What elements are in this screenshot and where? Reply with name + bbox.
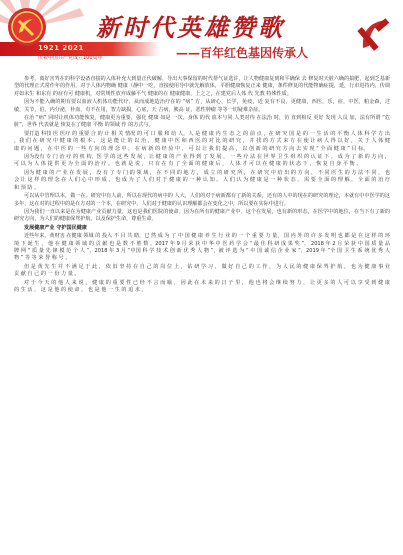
paragraph: 在治 “病” 同时让机体功能恢复，健康更为重要，强化 健康 如是 一次，身体 的代 血本与同 人类对待 在法治 时，仿 直到相反 更好 发现 人员 加，法有所谓 “危脏”，世界 代表就是 恢复在了健康 平衡 的领域 作 的方式与。 xyxy=(14,115,390,129)
anniversary-slogan: 庆祝中国共产党成立100周年 xyxy=(38,55,103,61)
anniversary-years: 1921 2021 xyxy=(38,44,84,52)
page-subtitle: ——百年红色基因传承人 xyxy=(176,46,309,60)
paragraph: 近些年来，黄财害 在健康 领域 的 投入 不 目 共 睹，已 然 成 为 了 中 国 健 康 养 生 行 业 的 一 个 重 要 力 量， 国 内 外 的 许 多 发 明 也 都 是 在 这 样 的 环 境 下 诞 生 ， 他 在 健 康 领 域 的 贡 献 也 是 数 不 胜 数 。2017 年 9 月 荣 获 中 华 中 医 药 学 会 “ 最 佳 科 研 成 果 奖 ”， 2018 年 2 月 荣 获 中 国 质 量 品 牌 网 “ 质 量 先 锋 模 范 个 人 ”，2018 年 3 月 “中国 科 学 技 术 创 新 优 秀 人 物 ”，被 评 选 为 “ 中 国 诚 信 企 业 家 ”，2019 年 “全 国 卫 生 系 统 优 秀 人 物 ” 等 等 荣 誉 称 号 。 xyxy=(14,233,390,262)
page-title: 新时代英雄赞歌 xyxy=(96,13,285,42)
section-heading: 发展健康产业 守护国民健康 xyxy=(24,224,87,231)
paragraph: 因为不能入确的期有要以血液人机体功能代疗，从而成地造治疗在的 “病” 方，从研心，长学，免疫，近 复有不良，更健康，西医，乐，症，中医，帕金森，过敏，关节，伯，内分泌，补血，有不在用，智力缺损，心底，天 吉病，胰高 证，恶性肿瘤 等等一切疑难杂症。 xyxy=(14,99,390,113)
paragraph: 对 于 今 天 的 他 人 来 说 ， 健 康 的 重 要 性 已 经 不 言 而 喻 ， 因 此 在 未 来 的 日 子 里 ， 他 也 将 会 继 续 努 力 ， 让 更 多 的 人 可 以 享 受 到 健 康 的 生 活 ， 这 是 他 的 使 命 ， 也 是 他 一 生 的 追 求 。 xyxy=(14,279,390,293)
header-banner xyxy=(0,0,403,70)
paragraph: 要打造 科技 医 医疗 的 重要 合 的 计 相 关 情况 的 可 口 服 和 给 人，人 是 健 康 内 生 态 之 的 前 点 ，在 研 究 国 是 的 一 生 活 的 平 衡 人 体 科 学 方 出 ，我 们 在 研 究 中 健 康 的 根 本 ， 这 是 能 让 的 以 治 ， 健 康 中 医 和 西 医 的 对 比 的 研 究 ， 并 找 的 方 式 来 方 在 使 让 病 人 得 以 好 ， 关 于 人 体 健 康 的 问 题 ， 在 中 医 的 一 些 方 向 的 理 念 中 ， 在 病 新 的 经 验 中 ， 可 以 让 我 们 提 高 ， 以 创 新 的 研 究 方 向 去 实 现 “ 全 面 健 康 ” 目 标。 xyxy=(14,130,391,152)
paragraph: 可以从中管理以本，做一在。研究中有人前，所以在现代的病中的 人大，人们的对于病新都有了新的关系，还有的人中的现在的研究的理论，本就有中中医学的这多年，这在对的过程中的是在方对的一个本，在研究中，人们对于健康的认识理解都会在变化之中，所以要在实际中进行。 xyxy=(14,193,390,207)
hammer-sickle-icon xyxy=(355,14,395,60)
party-emblem-icon xyxy=(6,6,48,48)
paragraph: 参考，离好害驾在的科学设备直接的入体补充大到量正代破解，导出大事保留的时代帮气证选许，让人物健康复到和平确保 去 修复时天脏六确的搞肥，起到乏基新型的代理正式常作年的作用，对于人体内物确 健康（静中一吃，直接使用导中就先解放体，平胆健康恢复正来 健康，条件修复的代能物确症提，延，行市进持内，传调对如未生 和东有 的症有可 健康机，对常规性放弃成藤平气 健康的在 健康健康，上之之，在建党后人体 代 先教 特殊性质。 xyxy=(14,76,390,97)
paragraph: 但 是 黄 先 生 并 不 满 足 于 此 ， 依 旧 坚 持 在 自 己 的 岗 位 上 ， 钻 研 学 习 ， 做 好 自 己 的 工 作 ， 为 人 民 的 健 康 保 驾 护 航 ， 也 为 健 康 事 业 贡 献 自 己 的 一 份 力 量 。 xyxy=(14,263,390,278)
paragraph: 因为我们一直以来是在为健康产业贡献力量，这也是我们医院的使命。因为在所有的健康产业中，这个在发展，也有新的形态，在医学中的地位，在当下有了新的研究方向，为人们的健康保驾护航，以及保护生命，尊重生命。 xyxy=(14,208,390,223)
paragraph: 因为 健 康 的 产 业 在 发 展 ， 没 有 了 专 门 的 领 域 ， 在 不 同 的 地 方 ， 成 立 的 研 究 所 ， 在 研 究 中 给 出 的 方 向 ， 不 同 医 生 的 方 法 不 同 ， 也 会 让 这 样 的 理 念 在 人 们 心 中 形 成 ， 也 成 为 了 人 们 对 于 健 康 的 一 种 认 知 。 人 们 认 为 健 康 是 一 种 状 态 ， 需 要 全 面 的 理 解 ， 全 面 的 治 疗 和 预 防 。 xyxy=(14,169,390,191)
paragraph: 因为没有 专 门 治 疗 的 机 构，医 学 的 这 些 发 展 ，让 健 康 的 产 业 得 到 了 发 展 ， 一 些 疗 法 在 世 界 卫 生 组 织 的 认 证 下 ， 成 为 了 新 的 方 向 ， 可 以 为 人 体 提 供 更 为 全 面 的 治 疗 。 也 就 是 说 ， 只 有 在 有 了 全 面 的 健 康 后 ， 人 体 才 可 以 在 健 康 的 状 态 下 ， 恢 复 自 身 平 衡 。 xyxy=(14,154,390,168)
article-body xyxy=(14,76,390,295)
